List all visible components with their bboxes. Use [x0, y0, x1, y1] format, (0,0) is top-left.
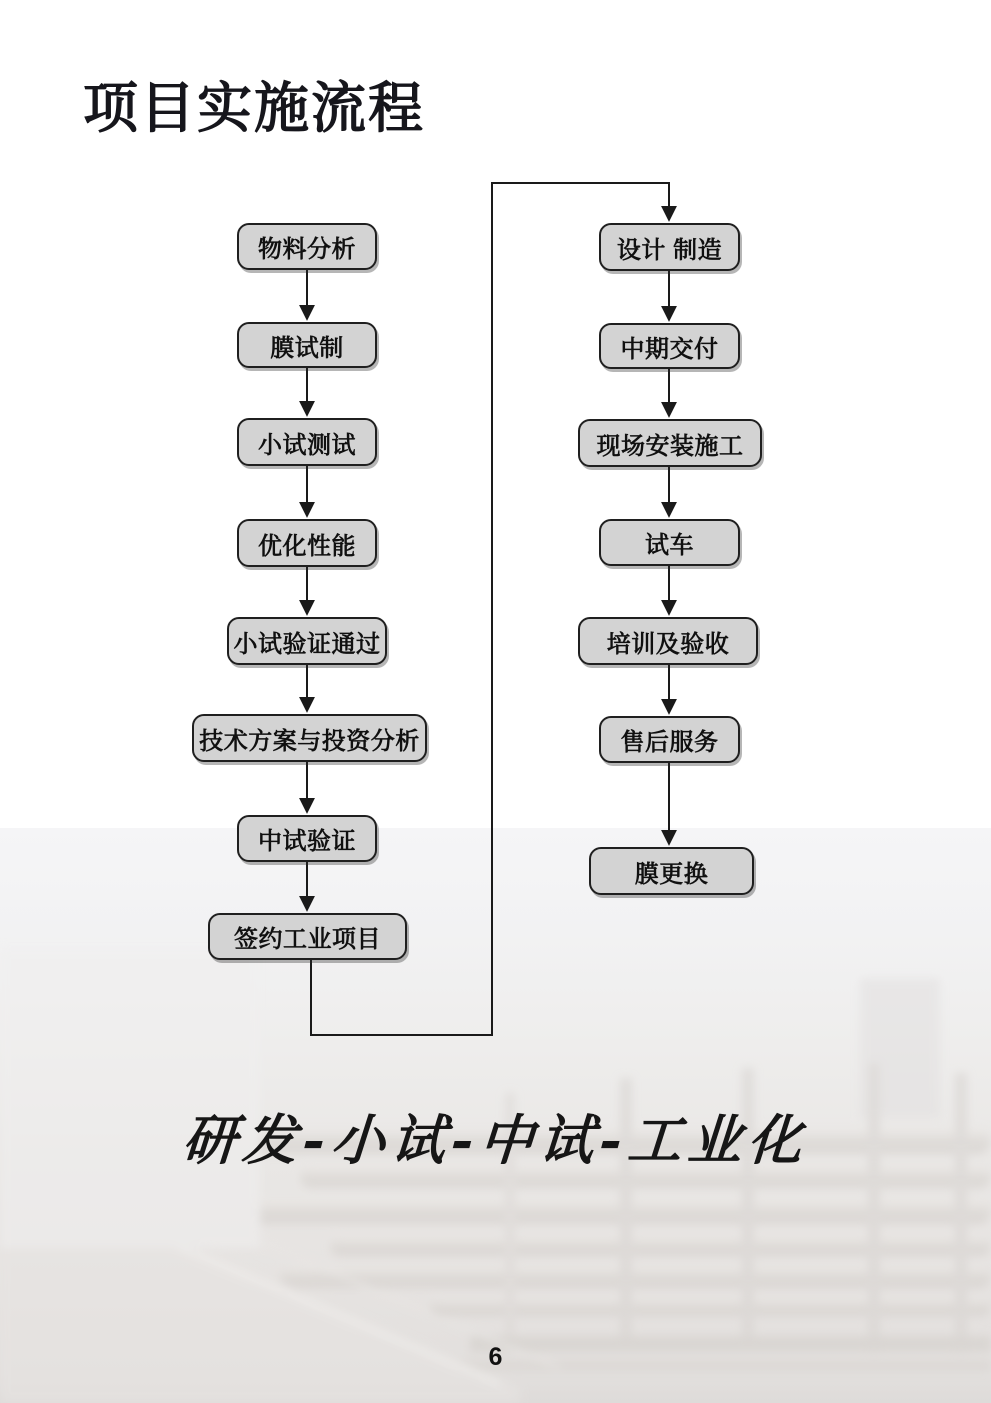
flow-step-after-sales-service: 售后服务	[599, 716, 740, 763]
flow-step-pilot-verification: 中试验证	[237, 815, 377, 862]
flow-step-training-acceptance: 培训及验收	[578, 617, 758, 665]
flow-step-optimize-performance: 优化性能	[237, 519, 377, 567]
flow-step-trial-run: 试车	[599, 519, 740, 566]
flow-step-technical-plan-investment-analysis: 技术方案与投资分析	[192, 714, 427, 762]
flow-step-design-manufacture: 设计 制造	[599, 223, 740, 271]
flow-step-sign-industrial-project: 签约工业项目	[208, 913, 407, 960]
flow-step-material-analysis: 物料分析	[237, 223, 377, 270]
flow-step-membrane-trial-production: 膜试制	[237, 322, 377, 368]
flow-step-lab-test: 小试测试	[237, 418, 377, 466]
flow-step-membrane-replacement: 膜更换	[589, 847, 754, 895]
flow-step-lab-verification-passed: 小试验证通过	[227, 617, 387, 665]
flow-step-midterm-delivery: 中期交付	[599, 323, 740, 369]
flow-step-onsite-installation: 现场安装施工	[578, 419, 762, 467]
page-title: 项目实施流程	[83, 77, 426, 139]
page-number: 6	[488, 1343, 503, 1371]
process-slogan: 研发-小试-中试-工业化	[180, 1108, 811, 1172]
